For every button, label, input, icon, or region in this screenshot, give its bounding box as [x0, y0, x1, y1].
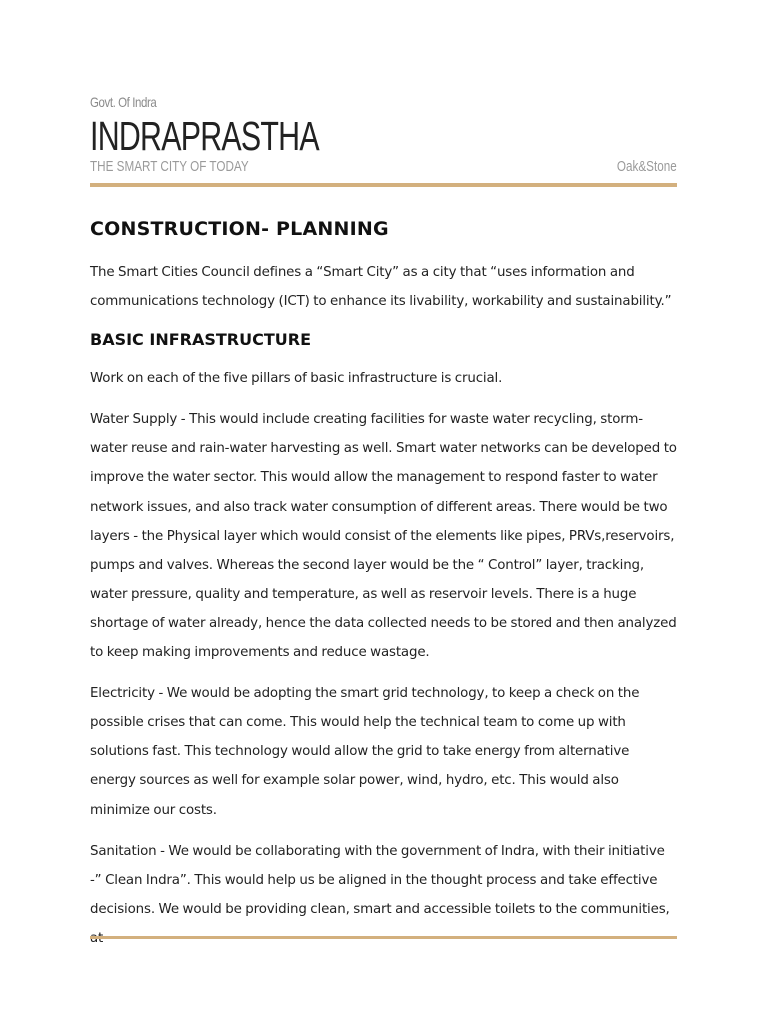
- footer-divider: [90, 936, 677, 939]
- body-paragraph: Water Supply - This would include creating facilities for waste water recycling, storm-water reuse and rain-water harvesting as well. Smart water networks can be developed to improve the water sector. This would allow the management to respond faster to water network issues, and also track water consumption of different areas. There would be two layers - the Physical layer which would consist of the elements like pipes, PRVs,reservoirs, pumps and valves. Whereas the second layer would be the “ Control” layer, tracking, water pressure, quality and temperature, as well as reservoir levels. There is a huge shortage of water already, hence the data collected needs to be stored and then analyzed to keep making improvements and reduce wastage.: [90, 412, 677, 661]
- body-paragraph: Electricity - We would be adopting the smart grid technology, to keep a check on the possible crises that can come. This would help the technical team to come up with solutions fast. This technology would allow the grid to take energy from alternative energy sources as well for example solar power, wind, hydro, etc. This would also minimize our costs.: [90, 686, 640, 818]
- document-body: [90, 214, 677, 926]
- header-tagline: THE SMART CITY OF TODAY: [90, 158, 249, 175]
- header-brand: Oak&Stone: [617, 158, 677, 175]
- page-title: INDRAPRASTHA: [90, 113, 319, 159]
- header-divider: [90, 183, 677, 187]
- document-page: [90, 0, 677, 1024]
- body-paragraph: Work on each of the five pillars of basic infrastructure is crucial.: [90, 371, 503, 387]
- subsection-title: BASIC INFRASTRUCTURE: [90, 330, 311, 350]
- body-paragraph: Sanitation - We would be collaborating with the government of Indra, with their initiative -” Clean Indra”. This would help us be aligned in the thought process and take effective decisions. We would be providing clean, smart and accessible toilets to the communities,: [90, 843, 670, 917]
- section-title: CONSTRUCTION- PLANNING: [90, 218, 389, 240]
- intro-paragraph: The Smart Cities Council defines a “Smart City” as a city that “uses information and communications technology (ICT) to enhance its livability, workability and sustainability.”: [90, 265, 672, 310]
- header-organization: Govt. Of Indra: [90, 94, 157, 110]
